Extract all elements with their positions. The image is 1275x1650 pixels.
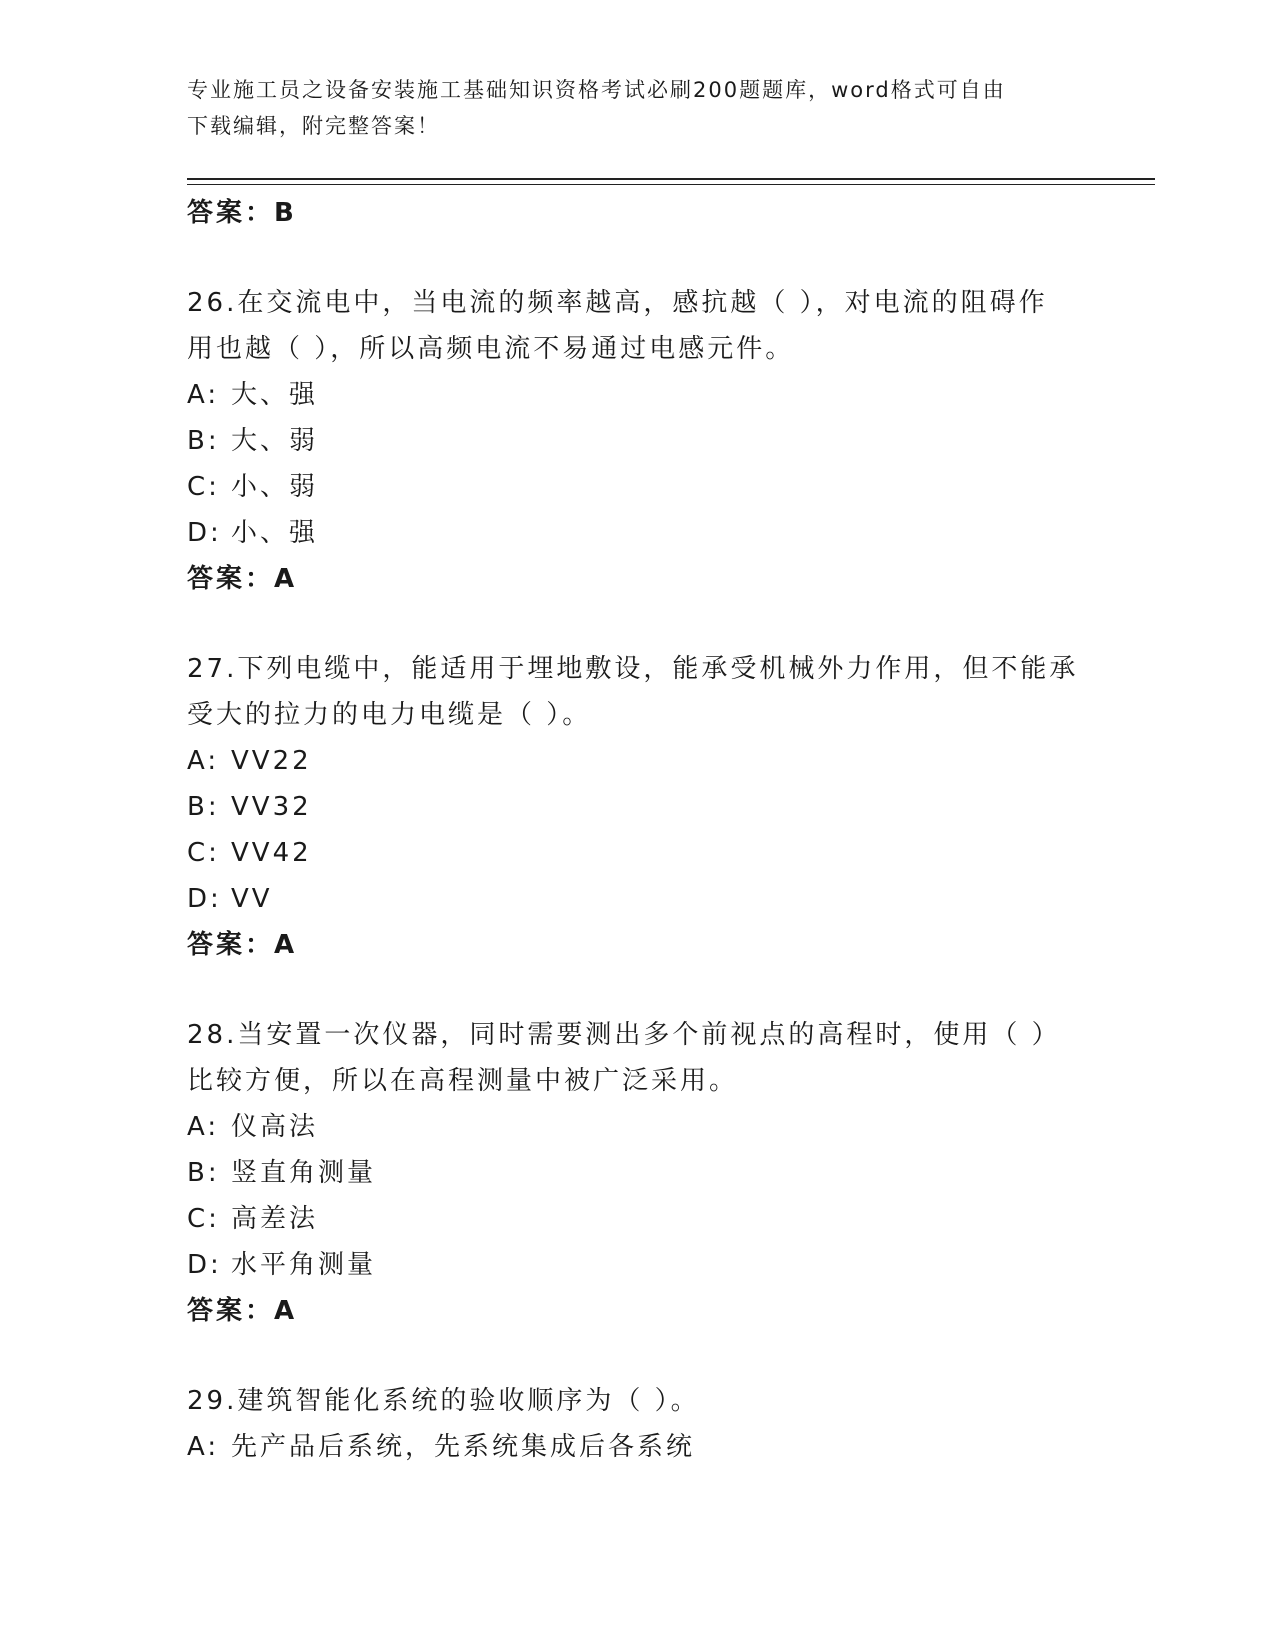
question-text: 28.当安置一次仪器，同时需要测出多个前视点的高程时，使用（ ）: [187, 1020, 1061, 1050]
question-text: 26.在交流电中，当电流的频率越高，感抗越（ ），对电流的阻碍作: [187, 288, 1048, 318]
answer: 答案：A: [187, 1296, 298, 1326]
option-b: B: 大、弱: [187, 426, 319, 456]
option-d: D: 小、强: [187, 518, 319, 548]
header-line-2: 下载编辑，附完整答案！: [187, 114, 440, 138]
option-d: D: 水平角测量: [187, 1250, 377, 1280]
question-text: 27.下列电缆中，能适用于埋地敷设，能承受机械外力作用，但不能承: [187, 654, 1079, 684]
header-divider-thick: [187, 178, 1155, 180]
question-list: [187, 190, 1087, 1470]
question-26: [187, 280, 1087, 602]
header-divider-thin: [187, 184, 1155, 185]
option-b: B: 竖直角测量: [187, 1158, 377, 1188]
question-27: [187, 646, 1087, 968]
option-a: A: 仪高法: [187, 1112, 319, 1142]
question-text: 29.建筑智能化系统的验收顺序为（ ）。: [187, 1386, 700, 1416]
option-c: C: 小、弱: [187, 472, 319, 502]
option-d: D: VV: [187, 884, 273, 914]
document-header: [187, 72, 1067, 144]
answer-25: 答案：B: [187, 198, 297, 228]
answer: 答案：A: [187, 930, 298, 960]
option-b: B: VV32: [187, 792, 312, 822]
option-c: C: VV42: [187, 838, 312, 868]
option-c: C: 高差法: [187, 1204, 319, 1234]
header-line-1: 专业施工员之设备安装施工基础知识资格考试必刷200题题库，word格式可自由: [187, 78, 1006, 102]
question-text: 受大的拉力的电力电缆是（ ）。: [187, 700, 592, 730]
question-29: [187, 1378, 1087, 1470]
question-text: 用也越（ ），所以高频电流不易通过电感元件。: [187, 334, 795, 364]
answer: 答案：A: [187, 564, 298, 594]
question-text: 比较方便，所以在高程测量中被广泛采用。: [187, 1066, 739, 1096]
option-a: A: 先产品后系统，先系统集成后各系统: [187, 1432, 696, 1462]
question-28: [187, 1012, 1087, 1334]
option-a: A: 大、强: [187, 380, 319, 410]
option-a: A: VV22: [187, 746, 312, 776]
